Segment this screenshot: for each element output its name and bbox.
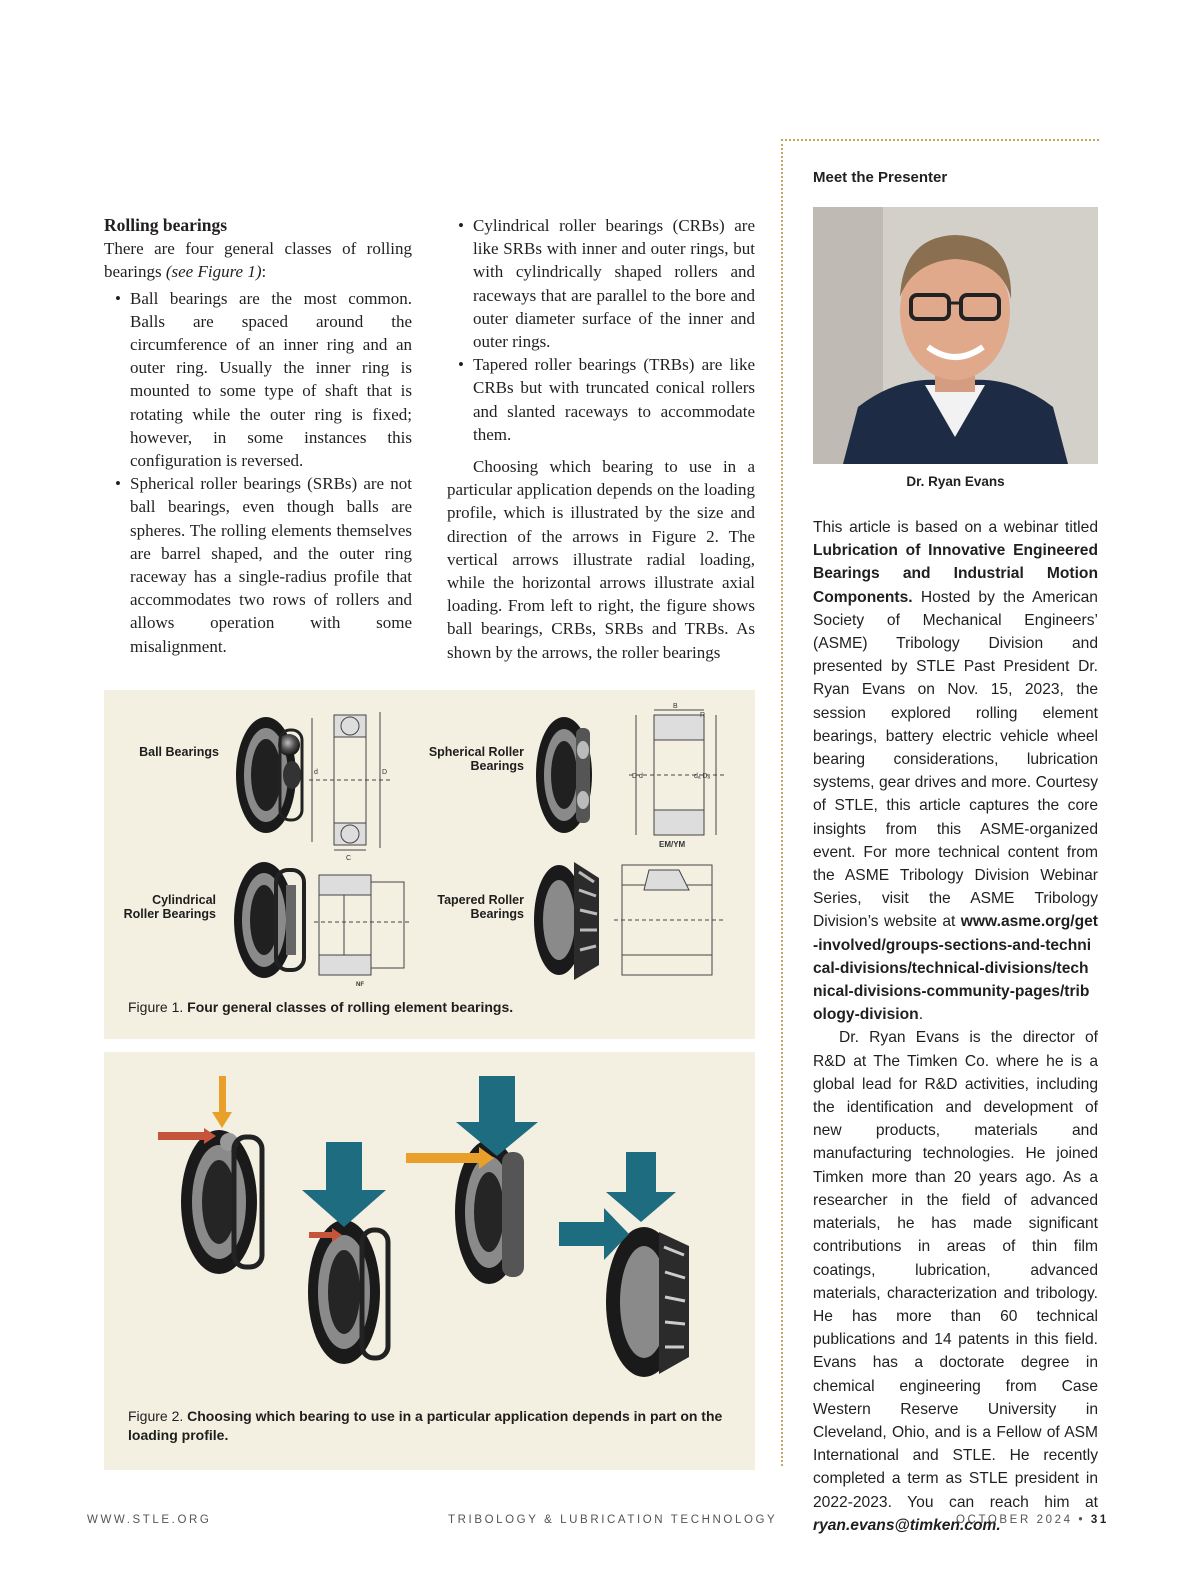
radial-arrow-small <box>212 1076 232 1128</box>
presenter-photo <box>813 207 1098 464</box>
figure-2-caption <box>128 1407 728 1445</box>
list-item: • Spherical roller bearings (SRBs) are not ball bearings, even though balls are spheres. The rolling elements themselves are barrel shaped, and the outer ring raceway has a single-radius profile that accommodates two rows of rollers and allows operation with some misalignment. <box>104 472 412 658</box>
figure-reference: (see Figure 1) <box>165 262 262 282</box>
axial-arrow-medium <box>406 1147 494 1169</box>
radial-arrow-large <box>456 1076 538 1156</box>
cylindrical-roller-bearing-image <box>234 862 304 978</box>
radial-arrow-large <box>302 1142 386 1227</box>
section-heading: Rolling bearings <box>104 215 228 235</box>
list-item: • Ball bearings are the most common. Balls are spaced around the circumference of an inner ring and an outer ring. Usually the inner ring is mounted to some type of shaft that is rotating while the outer ring is fixed; however, in some instances this configuration is reversed. <box>104 287 412 473</box>
footer-website: WWW.STLE.ORG <box>87 1514 212 1526</box>
radial-arrow-large <box>606 1152 676 1222</box>
presenter-bio <box>813 516 1098 1537</box>
article-column-left <box>104 214 412 658</box>
caption-text: Four general classes of rolling element bearings. <box>187 999 514 1015</box>
footer-month: OCTOBER 2024 <box>956 1514 1073 1526</box>
axial-arrow-small <box>158 1128 216 1144</box>
tribology-division-link[interactable]: www.asme.org/get-involved/groups-sections-and-technical-divisions/technical-divisions/technical-divisions-community-pages/tribology-division <box>813 913 1098 1024</box>
figure-1 <box>104 690 755 1039</box>
caption-prefix: Figure 2. <box>128 1408 184 1424</box>
footer-separator: • <box>1078 1514 1086 1526</box>
bio-paragraph-1 <box>813 516 1098 1026</box>
footer-date <box>956 1514 1109 1526</box>
email-link[interactable]: ryan.evans@timken.com. <box>813 1516 1001 1534</box>
dim-C: C <box>346 855 352 862</box>
bio-paragraph-2 <box>813 1026 1098 1536</box>
p1-middle: Hosted by the American Society of Mechanical Engineers’ (ASME) Tribology Division and presented by STLE Past President Dr. Ryan Evans on Nov. 15, 2023, the session explored rolling element bearings, battery electric vehicle wheel bearing considerations, lubrication systems, gear drives and more. Courtesy of STLE, this article captures the core insights from this ASME-organized event. For more technical content from the ASME Tribology Division Webinar Series, visit the ASME Tribology Division’s website at <box>813 588 1098 931</box>
ball-bearing-drawing <box>309 712 390 850</box>
p1-end: . <box>918 1006 924 1024</box>
spherical-roller-bearing-image <box>536 717 592 833</box>
figure-2 <box>104 1052 755 1470</box>
photo-caption-name: Dr. Ryan Evans <box>906 474 1005 489</box>
tapered-roller-bearing-image <box>534 862 599 980</box>
dim-d: d <box>314 769 318 776</box>
intro-text: There are four general classes of rolling bearings <box>104 239 412 282</box>
body-paragraph: Choosing which bearing to use in a particular application depends on the loading profile, which is illustrated by the size and direction of the arrows in Figure 2. The vertical arrows illustrate radial loading, while the horizontal arrows illustrate axial loading. From left to right, the figure shows ball bearings, CRBs, SRBs and TRBs. As shown by the arrows, the roller bearings <box>447 457 755 662</box>
bearing-list-left <box>104 287 412 658</box>
label-tapered-roller-bearings: Tapered Roller Bearings <box>437 893 524 921</box>
figure-1-caption <box>128 998 513 1017</box>
intro-end: : <box>261 262 267 282</box>
cylindrical-roller-bearing-drawing <box>314 875 409 975</box>
sidebar-title: Meet the Presenter <box>813 169 948 186</box>
bearing-list-right <box>447 214 755 446</box>
webinar-title: Lubrication of Innovative Engineered Bearings and Industrial Motion Components. <box>813 542 1098 606</box>
tapered-roller-bearing-drawing <box>614 865 724 975</box>
intro-paragraph <box>104 237 412 283</box>
cylindrical-roller-bearing-image <box>308 1220 388 1364</box>
dim-da-Da: dₐ Dₐ <box>694 773 711 780</box>
p2-text: Dr. Ryan Evans is the director of R&D at The Timken Co. where he is a global lead for R&D activities, including the identification and development of new products, materials and manufacturing technologies. He joined Timken more than 20 years ago. As a researcher in the field of advanced materials, he has made significant contributions in areas of thin film coatings, lubrication, advanced materials, characterization and tribology. He has more than 60 technical publications and 14 patents in this field. Evans has a doctorate degree in chemical engineering from Case Western Reserve University in Cleveland, Ohio, and is a Fellow of ASM International and STLE. He recently completed a term as STLE president in 2022-2023. You can reach him at <box>813 1029 1098 1511</box>
dim-Dd: D d <box>632 773 643 780</box>
dim-B: B <box>673 703 678 710</box>
sidebar-divider-rule <box>781 139 783 1466</box>
ball-bearing-image <box>236 717 302 833</box>
footer-publication: TRIBOLOGY & LUBRICATION TECHNOLOGY <box>448 1514 778 1526</box>
caption-prefix: Figure 1. <box>128 999 184 1015</box>
list-item: • Cylindrical roller bearings (CRBs) are like SRBs with inner and outer rings, but with cylindrically shaped rollers and raceways that are parallel to the bore and outer diameter surface of the inner and outer rings. <box>447 214 755 353</box>
article-column-right <box>447 214 755 664</box>
dim-D: D <box>382 769 388 776</box>
bearing-classes-diagram <box>104 690 755 1000</box>
label-nf: NF <box>356 982 364 988</box>
tapered-roller-bearing-image <box>606 1227 689 1377</box>
caption-text: Choosing which bearing to use in a particular application depends in part on the loading profile. <box>128 1408 723 1443</box>
label-ball-bearings: Ball Bearings <box>139 745 219 759</box>
page-number: 31 <box>1090 1514 1109 1526</box>
sidebar-top-rule <box>781 139 1099 141</box>
label-em-ym: EM/YM <box>659 840 686 849</box>
label-spherical-roller-bearings: Spherical Roller Bearings <box>428 745 524 773</box>
label-cylindrical-roller-bearings: Cylindrical Roller Bearings <box>123 893 216 921</box>
dim-R: R <box>700 712 706 719</box>
list-item: • Tapered roller bearings (TRBs) are like CRBs but with truncated conical rollers and slanted raceways to accommodate them. <box>447 353 755 446</box>
loading-profile-diagram <box>104 1052 755 1402</box>
ball-bearing-image <box>181 1130 262 1274</box>
p1-start: This article is based on a webinar titled <box>813 519 1098 536</box>
